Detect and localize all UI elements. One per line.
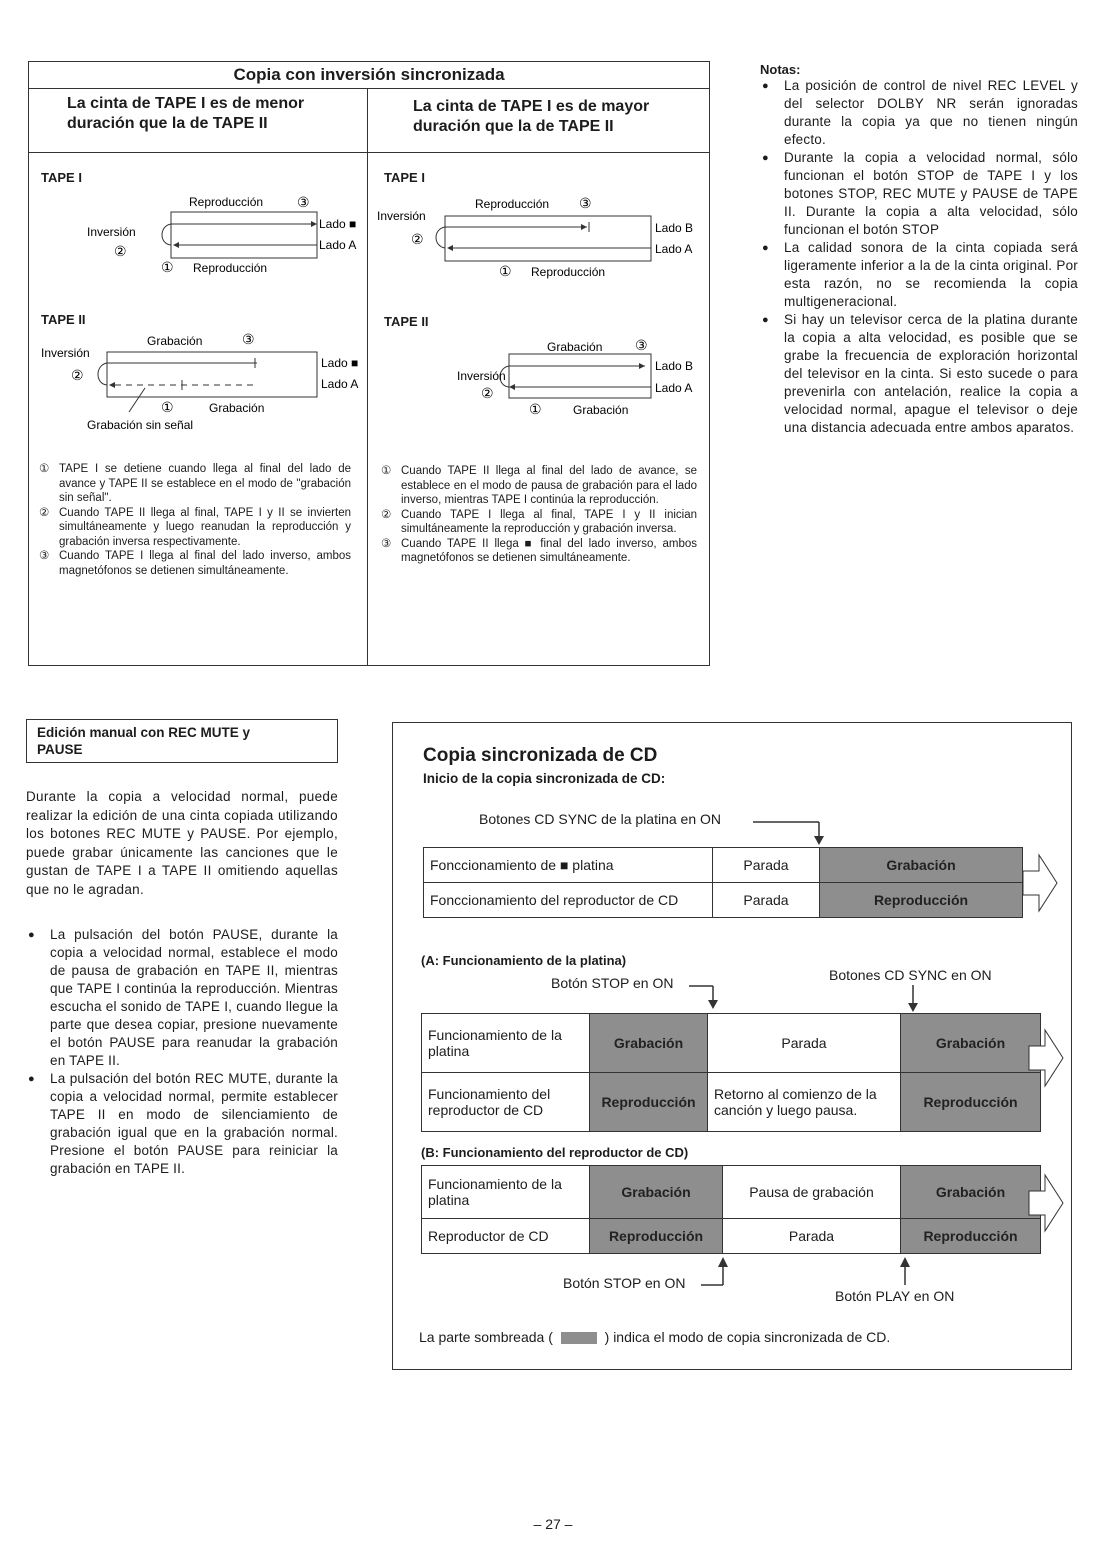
left-tape2-label: TAPE II (41, 312, 86, 327)
table-row (422, 1073, 1041, 1132)
label-grabacion-2: Grabación (209, 401, 265, 415)
row2-label: Fonccionamiento del reproductor de CD (424, 883, 713, 918)
right-column-heading: La cinta de TAPE I es de mayor duración que la de TAPE II (413, 98, 650, 135)
label-3: ③ (242, 331, 255, 347)
a-row2-label: Funcionamiento del reproductor de CD (422, 1073, 590, 1132)
left-tape2-diagram (37, 328, 367, 438)
right-tape1-label: TAPE I (384, 170, 425, 185)
label-lado-b: Lado B (655, 221, 694, 235)
stop-on-label-b: Botón STOP en ON (563, 1275, 686, 1291)
label-2: ② (71, 367, 84, 383)
table-b (421, 1165, 1041, 1254)
label-inversion: Inversión (457, 369, 506, 383)
b-row2-reproduccion: Reproducción (590, 1219, 723, 1254)
row1-parada: Parada (713, 848, 820, 883)
continue-arrow-icon (1027, 1173, 1067, 1233)
label-1: ① (161, 399, 174, 415)
cd-sync-subtitle: Inicio de la copia sincronizada de CD: (423, 771, 666, 786)
shade-legend (419, 1329, 890, 1345)
list-item: ● La posición de control de nivel REC LEVEL y del selector DOLBY NR serán ignoradas durante la copia ya que no tienen ningún efecto. (760, 77, 1078, 149)
label-grabacion: Grabación (547, 340, 603, 354)
sync-on-arrow (753, 817, 833, 847)
manual-edit-title: Edición manual con REC MUTE y PAUSE (37, 725, 251, 757)
label-2: ② (114, 243, 127, 259)
list-item: ● La calidad sonora de la cinta copiada será ligeramente inferior a la de la cinta original. Por esta razón, no se recomienda la copia multigeneracional. (760, 239, 1078, 311)
sync-on-arrow-a (903, 985, 923, 1015)
sync-on-label: Botones CD SYNC de la platina en ON (479, 811, 722, 827)
label-3: ③ (297, 194, 310, 210)
label-lado-blk: Lado ■ (319, 217, 357, 231)
list-item: ② Cuando TAPE I llega al final, TAPE I y II inician simultáneamente la reproducción y grabación inversa. (381, 508, 697, 535)
sync-on-label-a: Botones CD SYNC en ON (829, 967, 992, 983)
list-item: ② Cuando TAPE II llega al final, TAPE I y II se invierten simultáneamente y luego reanudan la reproducción y grabación inversa respectivamente. (39, 506, 351, 548)
table-row (422, 1014, 1041, 1073)
start-table (423, 847, 1023, 918)
continue-arrow-icon (1027, 1028, 1067, 1088)
label-inversion: Inversión (41, 346, 90, 360)
label-3: ③ (579, 195, 592, 211)
label-2: ② (411, 231, 424, 247)
list-item: ① TAPE I se detiene cuando llega al final del lado de avance y TAPE II se establece en el modo de "grabación sin señal". (39, 463, 351, 504)
label-reproduccion: Reproducción (189, 195, 264, 209)
label-1: ① (161, 259, 174, 275)
b-row2-label: Reproductor de CD (422, 1219, 590, 1254)
list-item: ● Si hay un televisor cerca de la platina durante la copia a alta velocidad, es posible que se grabe la frecuencia de exploración horizontal del televisor en la cinta. Si esto sucede o para prevenirla con antelación, realice la copia a velocidad normal, apague el televisor o deje una distancia adecuada entre ambos aparatos. (760, 311, 1078, 437)
sync-reverse-title: Copia con inversión sincronizada (29, 62, 709, 89)
label-lado-a: Lado A (319, 238, 357, 252)
column-divider (367, 88, 368, 666)
left-tape1-label: TAPE I (41, 170, 82, 185)
right-tape2-diagram (415, 332, 705, 422)
b-row1-pausa: Pausa de grabación (723, 1166, 901, 1219)
cd-sync-title: Copia sincronizada de CD (423, 745, 658, 766)
row2-reproduccion: Reproducción (820, 883, 1023, 918)
manual-edit-intro: Durante la copia a velocidad normal, puede realizar la edición de una cinta copiada utilizando los botones REC MUTE y PAUSE. Por ejemplo, puede grabar únicamente las canciones que le gustan de TAPE I a TAPE II omitiendo aquellas que no le agradan. (26, 789, 338, 897)
list-item: ● Durante la copia a velocidad normal, sólo funcionan el botón STOP de TAPE I y los botones STOP, REC MUTE y PAUSE de TAPE II. Durante la copia a alta velocidad, sólo funcionan el botón STOP (760, 149, 1078, 239)
label-inversion: Inversión (87, 225, 136, 239)
left-column-heading: La cinta de TAPE I es de menor duración que la de TAPE II (67, 95, 305, 132)
b-row1-label: Funcionamiento de la platina (422, 1166, 590, 1219)
label-1: ① (499, 263, 512, 279)
left-tape1-diagram (79, 190, 369, 280)
list-item: ● La pulsación del botón REC MUTE, durante la copia a velocidad normal, permite establecer TAPE II en modo de silenciamiento de grabación igual que en la grabación normal. Presione el botón PAUSE para reiniciar la grabación en TAPE II. (26, 1070, 338, 1178)
label-reproduccion-2: Reproducción (531, 265, 606, 279)
a-row2-reproduccion: Reproducción (590, 1073, 708, 1132)
label-3: ③ (635, 337, 648, 353)
label-grabacion-2: Grabación (573, 403, 629, 417)
table-row (422, 1219, 1041, 1254)
section-b-title: (B: Funcionamiento del reproductor de CD) (421, 1145, 689, 1160)
list-item: ● La pulsación del botón PAUSE, durante la copia a velocidad normal, establece el modo de pausa de grabación en TAPE II, mientras que TAPE I continúa la reproducción. Mientras escucha el sonido de TAPE I, cuando llegue la parte que desea copiar, presione nuevamente el botón PAUSE para reanudar la grabación en TAPE II. (26, 926, 338, 1070)
head-divider (29, 152, 709, 153)
row1-label: Fonccionamiento de ■ platina (424, 848, 713, 883)
manual-edit-header-box (26, 719, 338, 763)
list-item: ③ Cuando TAPE II llega ■ final del lado inverso, ambos magnetófonos se detienen simultáneamente. (381, 537, 697, 564)
manual-edit-list (26, 926, 338, 1178)
a-row1-grabacion: Grabación (590, 1014, 708, 1073)
stop-on-arrow-a (689, 981, 729, 1013)
right-notes-list (381, 464, 697, 566)
play-on-arrow (895, 1257, 915, 1287)
table-row (422, 1166, 1041, 1219)
label-2: ② (481, 385, 494, 401)
right-tape1-diagram (375, 190, 705, 285)
label-lado-a: Lado A (655, 381, 693, 395)
left-notes-list (39, 462, 351, 578)
table-row (424, 883, 1023, 918)
stop-on-label-a: Botón STOP en ON (551, 975, 674, 991)
notes-section (760, 62, 1078, 437)
row1-grabacion: Grabación (820, 848, 1023, 883)
list-item: ① Cuando TAPE II llega al final del lado de avance, se establece en el modo de pausa de grabación para el lado inverso, mientras TAPE I continúa la reproducción. (381, 465, 697, 506)
cd-sync-panel (392, 722, 1072, 1370)
play-on-label: Botón PLAY en ON (835, 1288, 955, 1304)
label-reproduccion: Reproducción (475, 197, 550, 211)
table-row (424, 848, 1023, 883)
a-row2-reproduccion-2: Reproducción (901, 1073, 1041, 1132)
label-lado-blk: Lado ■ (321, 356, 359, 370)
stop-on-arrow-b (699, 1257, 739, 1293)
page-number: – 27 – (533, 1516, 573, 1532)
list-item: ③ Cuando TAPE I llega al final del lado inverso, ambos magnetófonos se detienen simultáneamente. (39, 550, 351, 577)
notes-title: Notas: (760, 62, 801, 77)
label-reproduccion-2: Reproducción (193, 261, 268, 275)
a-row1-parada: Parada (708, 1014, 901, 1073)
a-row1-label: Funcionamiento de la platina (422, 1014, 590, 1073)
a-row1-grabacion-2: Grabación (901, 1014, 1041, 1073)
label-inversion: Inversión (377, 209, 426, 223)
b-row2-parada: Parada (723, 1219, 901, 1254)
right-tape2-label: TAPE II (384, 314, 429, 329)
label-grabacion: Grabación (147, 334, 203, 348)
label-sin-senal: Grabación sin señal (87, 418, 194, 432)
sync-reverse-panel (28, 61, 710, 666)
continue-arrow-icon (1021, 853, 1061, 913)
b-row2-reproduccion-2: Reproducción (901, 1219, 1041, 1254)
table-a (421, 1013, 1041, 1132)
section-a-title: (A: Funcionamiento de la platina) (421, 953, 627, 968)
b-row1-grabacion-2: Grabación (901, 1166, 1041, 1219)
label-lado-a: Lado A (655, 242, 693, 256)
legend-post: ) indica el modo de copia sincronizada de CD. (604, 1329, 891, 1345)
label-1: ① (529, 401, 542, 417)
label-lado-b: Lado B (655, 359, 694, 373)
notes-list (760, 77, 1078, 437)
shade-swatch (561, 1332, 597, 1344)
label-lado-a: Lado A (321, 377, 359, 391)
row2-parada: Parada (713, 883, 820, 918)
legend-pre: La parte sombreada ( (419, 1329, 553, 1345)
a-row2-retorno: Retorno al comienzo de la canción y luego pausa. (708, 1073, 901, 1132)
b-row1-grabacion: Grabación (590, 1166, 723, 1219)
